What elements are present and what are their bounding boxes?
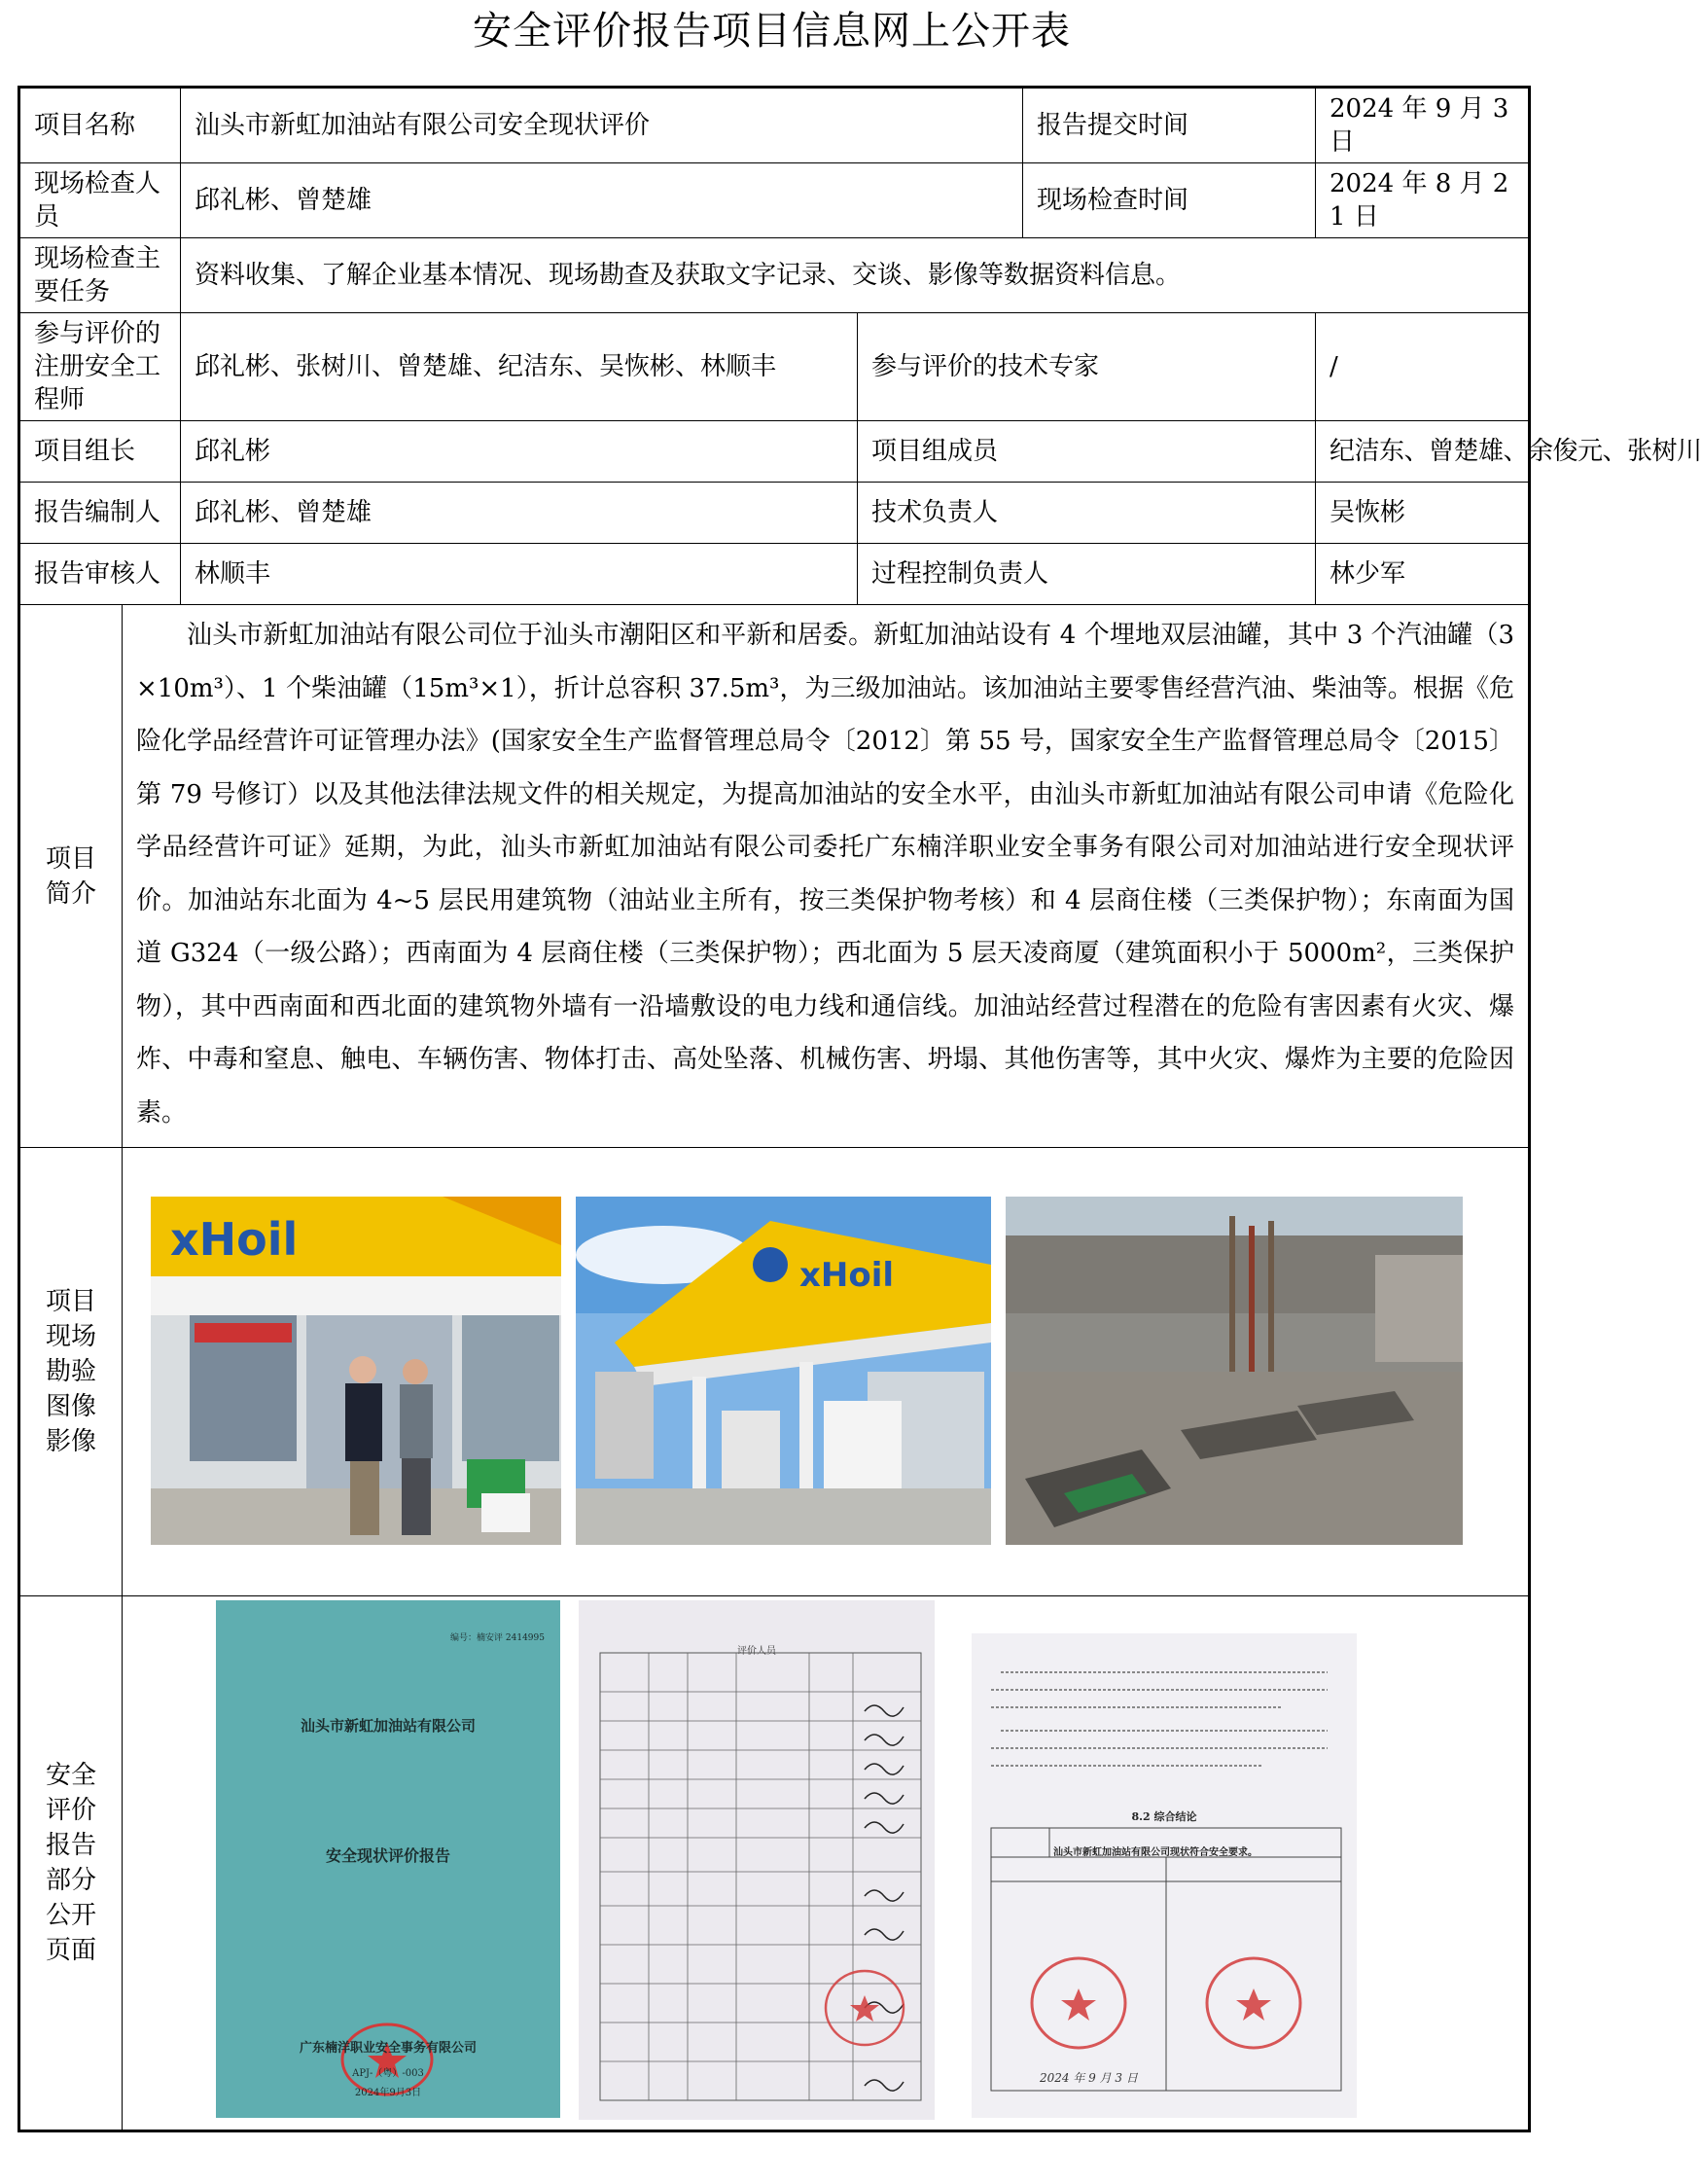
experts-label: 参与评价的技术专家 [858,313,1316,421]
inspectors-label: 现场检查人员 [19,163,181,238]
author-label: 报告编制人 [19,483,181,544]
task-value: 资料收集、了解企业基本情况、现场勘查及获取文字记录、交谈、影像等数据资料信息。 [181,238,1530,313]
photos-label: 项目现场勘验图像影像 [45,1287,96,1456]
engineers-value: 邱礼彬、张树川、曾楚雄、纪洁东、吴恢彬、林顺丰 [181,313,858,421]
doc-report-cover [216,1600,560,2118]
submit-time-label: 报告提交时间 [1023,88,1316,163]
inspectors-value: 邱礼彬、曾楚雄 [181,163,1023,238]
inspect-time-value: 2024 年 8 月 21 日 [1316,163,1530,238]
sheet-grid [600,1653,921,2100]
shop-sign-text: xHoil [170,1213,299,1266]
members-label: 项目组成员 [858,421,1316,483]
intro-label: 项目简介 [45,843,96,909]
process-lead-value: 林少军 [1316,544,1530,605]
reviewer-value: 林顺丰 [181,544,858,605]
conclusion-title: 8.2 综合结论 [1131,1810,1197,1823]
docs-label-cell [19,1596,123,2131]
author-value: 邱礼彬、曾楚雄 [181,483,858,544]
conclusion-text-lines [991,1663,1337,1779]
photo-tank-area [1006,1197,1463,1545]
leader-value: 邱礼彬 [181,421,858,483]
cover-company: 汕头市新虹加油站有限公司 [300,1717,476,1735]
experts-value: / [1316,313,1530,421]
doc-conclusion-page [972,1633,1357,2118]
info-table [18,86,1702,2132]
canopy-sign-text: xHoil [799,1256,895,1295]
cover-code: APJ-（粤）-003 [352,2068,424,2079]
intro-text: 汕头市新虹加油站有限公司位于汕头市潮阳区和平新和居委。新虹加油站设有 4 个埋地双层油罐，其中 3 个汽油罐（3×10m³）、1 个柴油罐（15m³×1），折计总容积 37.5m³，为三级加油站。该加油站主要零售经营汽油、柴油等。根据《危险化学品经营许可证管理办法》(国家安全生产监督管理总局令〔2012〕第 55 号，国家安全生产监督管理总局令〔2015〕第 79 号修订）以及其他法律法规文件的相关规定，为提高加油站的安全水平，由汕头市新虹加油站有限公司申请《危险化学品经营许可证》延期，为此，汕头市新虹加油站有限公司委托广东楠洋职业安全事务有限公司对加油站进行安全现状评价。加油站东北面为 4~5 层民用建筑物（油站业主所有，按三类保护物考核）和 4 层商住楼（三类保护物）；东南面为国道 G324（一级公路）；西南面为 4 层商住楼（三类保护物）；西北面为 5 层天凌商厦（建筑面积小于 5000m²，三类保护物），其中西南面和西北面的建筑物外墙有一沿墙敷设的电力线和通信线。加油站经营过程潜在的危险有害因素有火灾、爆炸、中毒和窒息、触电、车辆伤害、物体打击、高处坠落、机械伤害、坍塌、其他伤害等，其中火灾、爆炸为主要的危险因素。 [123,605,1530,1148]
reviewer-label: 报告审核人 [19,544,181,605]
docs-cell [123,1596,1530,2131]
cover-date: 2024年9月3日 [354,2088,422,2098]
photo-forecourt [576,1197,991,1545]
tech-lead-label: 技术负责人 [858,483,1316,544]
inspect-time-label: 现场检查时间 [1023,163,1316,238]
engineers-label: 参与评价的注册安全工程师 [19,313,181,421]
cover-issuer: 广东楠洋职业安全事务有限公司 [299,2041,477,2056]
docs-label: 安全评价报告部分公开页面 [45,1761,96,1965]
cover-title: 安全现状评价报告 [325,1846,450,1865]
project-name-value: 汕头市新虹加油站有限公司安全现状评价 [181,88,1023,163]
submit-time-value: 2024 年 9 月 3 日 [1316,88,1530,163]
task-label: 现场检查主要任务 [19,238,181,313]
members-value: 纪洁东、曾楚雄、余俊元、张树川 [1316,421,1530,483]
conclusion-text: 汕头市新虹加油站有限公司现状符合安全要求。 [1053,1847,1258,1858]
tech-lead-value: 吴恢彬 [1316,483,1530,544]
photo-shop-front [151,1197,561,1545]
photos-label-cell [19,1148,123,1596]
photos-cell [123,1148,1530,1596]
project-name-label: 项目名称 [19,88,181,163]
page-title: 安全评价报告项目信息网上公开表 [473,9,1071,54]
conclusion-date: 2024 年 9 月 3 日 [1040,2071,1138,2085]
leader-label: 项目组长 [19,421,181,483]
intro-label-cell [19,605,123,1148]
process-lead-label: 过程控制负责人 [858,544,1316,605]
sheet-title: 评价人员 [737,1646,776,1657]
cover-number: 编号：楠安评 2414995 [450,1633,545,1643]
doc-evaluator-sheet [579,1600,935,2120]
